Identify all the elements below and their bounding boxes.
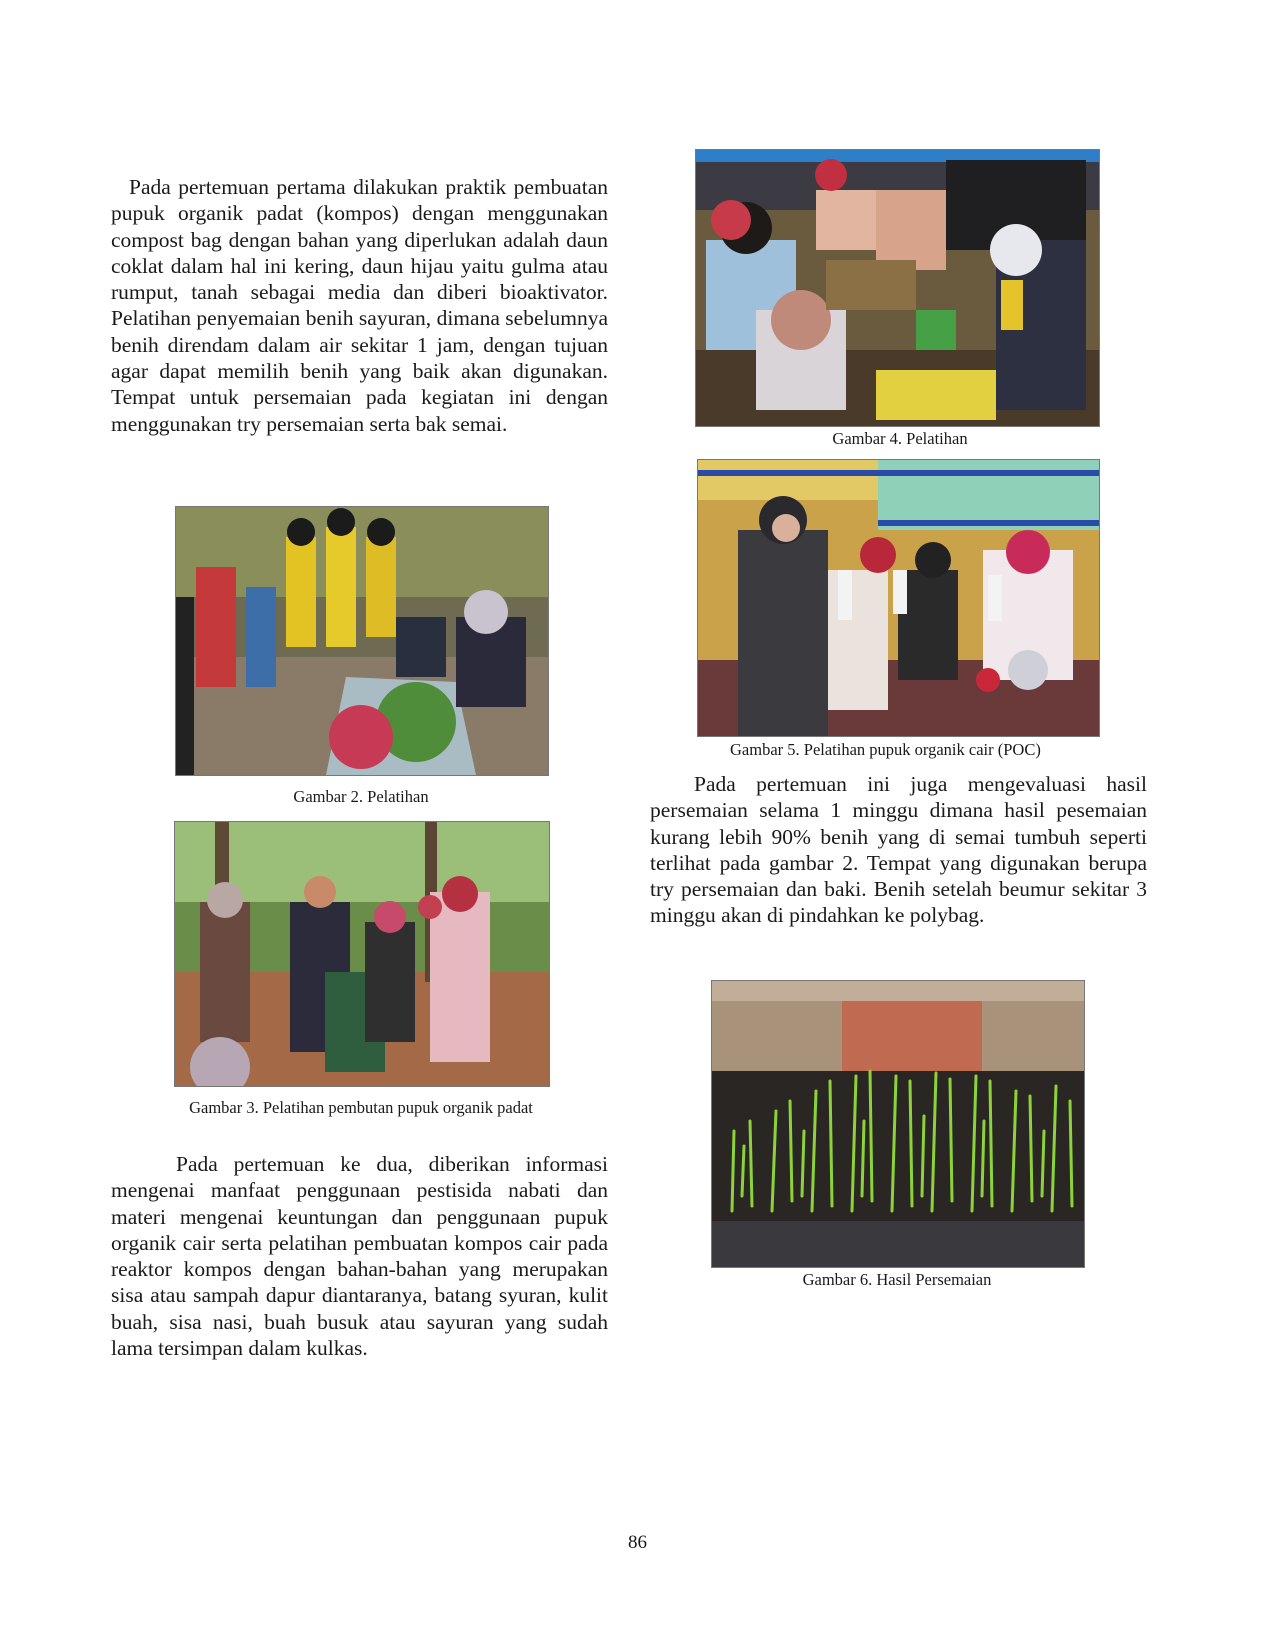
- figure-6-photo: [711, 980, 1085, 1268]
- figure-5-caption: Gambar 5. Pelatihan pupuk organik cair (POC): [730, 740, 1041, 759]
- figure-4-caption: Gambar 4. Pelatihan: [832, 429, 968, 448]
- figure-3-photo: [174, 821, 550, 1087]
- paragraph-first-meeting: Pada pertemuan pertama dilakukan praktik pembuatan pupuk organik padat (kompos) dengan menggunakan compost bag dengan bahan yang diperlukan adalah daun coklat dalam hal ini kering, daun hijau yaitu gulma atau rumput, tanah sebagai media dan diberi bioaktivator. Pelatihan penyemaian benih sayuran, dimana sebelumnya benih direndam dalam air sekitar 1 jam, dengan tujuan agar dapat memilih benih yang baik akan digunakan. Tempat untuk persemaian pada kegiatan ini dengan menggunakan try persemaian serta bak semai.: [111, 175, 608, 436]
- figure-5-photo: [697, 459, 1100, 737]
- figure-3-caption: Gambar 3. Pelatihan pembutan pupuk organik padat: [189, 1098, 533, 1117]
- page-number: 86: [628, 1532, 647, 1553]
- figure-6-caption: Gambar 6. Hasil Persemaian: [802, 1270, 992, 1289]
- figure-4-photo: [695, 149, 1100, 427]
- paragraph-second-meeting: Pada pertemuan ke dua, diberikan informasi mengenai manfaat penggunaan pestisida nabati dan materi mengenai keuntungan dan penggunaan pupuk organik cair serta pelatihan pembuatan kompos cair pada reaktor kompos dengan bahan-bahan yang merupakan sisa atau sampah dapur diantaranya, batang syuran, kulit buah, sisa nasi, buah busuk atau sayuran yang sudah lama tersimpan dalam kulkas.: [111, 1152, 608, 1361]
- figure-2-caption: Gambar 2. Pelatihan: [293, 787, 429, 806]
- paragraph-evaluation: Pada pertemuan ini juga mengevaluasi hasil persemaian selama 1 minggu dimana hasil pesemaian kurang lebih 90% benih yang di semai tumbuh seperti terlihat pada gambar 2. Tempat yang digunakan berupa try persemaian dan baki. Benih setelah beumur sekitar 3 minggu akan di pindahkan ke polybag.: [650, 772, 1147, 928]
- figure-2-photo: [175, 506, 549, 776]
